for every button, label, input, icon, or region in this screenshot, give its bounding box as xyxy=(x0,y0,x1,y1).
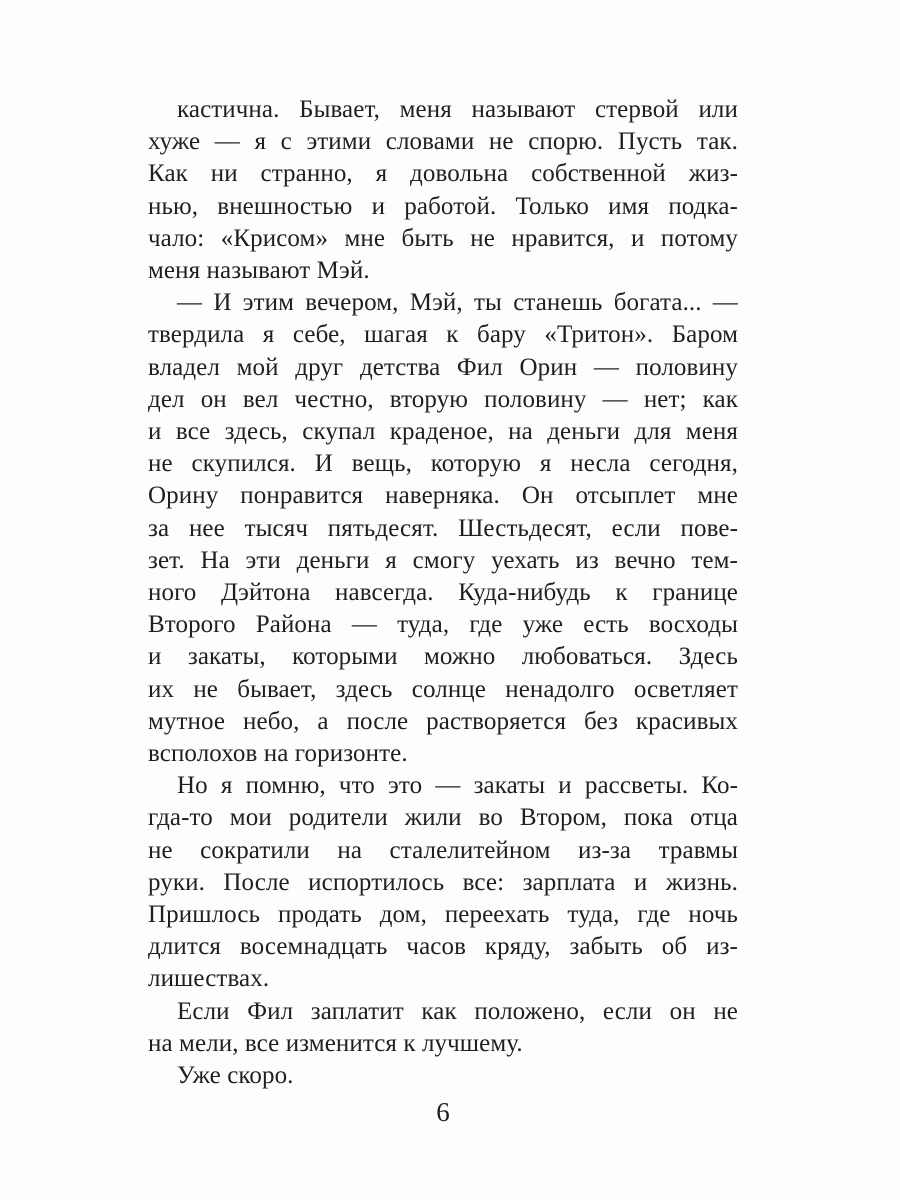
text-line: лишествах. xyxy=(148,965,270,993)
text-line: Уже скоро. xyxy=(177,1062,294,1090)
text-line: за нее тысяч пятьдесят. Шестьдесят, если пове- xyxy=(148,514,738,542)
text-line: Орину понравится наверняка. Он отсыплет мне xyxy=(148,482,738,510)
text-line: и все здесь, скупал краденое, на деньги для меня xyxy=(148,418,738,446)
page-text xyxy=(148,94,738,1128)
text-line: ного Дэйтона навсегда. Куда-нибудь к границе xyxy=(148,579,738,607)
paragraph xyxy=(148,770,738,995)
paragraph xyxy=(148,1060,738,1092)
text-line: Второго Района — туда, где уже есть восходы xyxy=(148,611,738,639)
text-line: хуже — я с этими словами не спорю. Пусть так. xyxy=(148,128,738,156)
text-line: меня называют Мэй. xyxy=(148,257,370,285)
text-line: не сократили на сталелитейном из-за травмы xyxy=(148,836,738,864)
paragraph xyxy=(148,94,738,287)
text-line: мутное небо, а после растворяется без красивых xyxy=(148,707,738,735)
text-line: владел мой друг детства Фил Орин — половину xyxy=(148,353,738,381)
text-line: твердила я себе, шагая к бару «Тритон». Баром xyxy=(148,321,738,349)
text-line: руки. После испортилось все: зарплата и жизнь. xyxy=(148,868,738,896)
text-line: — И этим вечером, Мэй, ты станешь богата... — xyxy=(177,289,738,317)
text-line: Как ни странно, я довольна собственной жиз- xyxy=(148,160,738,188)
paragraph xyxy=(148,996,738,1060)
text-line: зет. На эти деньги я смогу уехать из вечно тем- xyxy=(148,546,738,574)
text-line: кастична. Бывает, меня называют стервой или xyxy=(177,96,738,123)
paragraphs xyxy=(148,94,738,1092)
page-number: 6 xyxy=(436,1097,450,1128)
text-line: гда-то мои родители жили во Втором, пока отца xyxy=(148,804,738,832)
text-line: Если Фил заплатит как положено, если он не xyxy=(177,997,738,1025)
paragraph xyxy=(148,287,738,770)
text-line: Но я помню, что это — закаты и рассветы. Ко- xyxy=(177,772,738,800)
text-line: Пришлось продать дом, переехать туда, где ночь xyxy=(148,901,738,929)
text-line: дел он вел честно, вторую половину — нет; как xyxy=(148,385,738,413)
text-line: длится восемнадцать часов кряду, забыть об из- xyxy=(148,933,738,961)
text-line: и закаты, которыми можно любоваться. Здесь xyxy=(148,643,738,671)
text-line: на мели, все изменится к лучшему. xyxy=(148,1029,523,1057)
text-line: их не бывает, здесь солнце ненадолго осветляет xyxy=(148,675,738,703)
text-line: не скупился. И вещь, которую я несла сегодня, xyxy=(148,450,738,478)
text-line: всполохов на горизонте. xyxy=(148,740,408,768)
text-line: нью, внешностью и работой. Только имя подка- xyxy=(148,192,738,220)
text-line: чало: «Крисом» мне быть не нравится, и потому xyxy=(148,224,738,252)
